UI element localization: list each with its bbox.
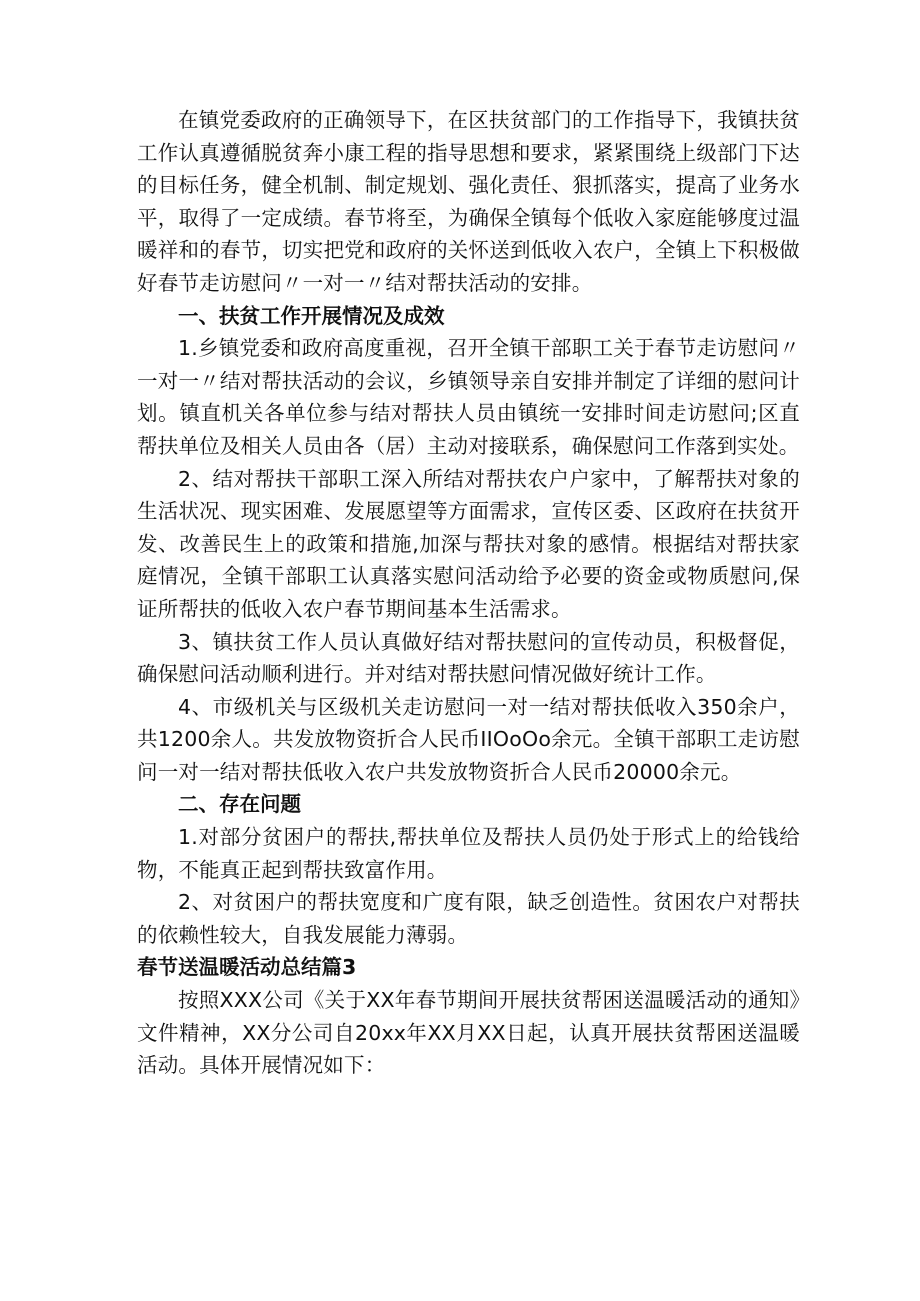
paragraph-problem-1: 1.对部分贫困户的帮扶,帮扶单位及帮扶人员仍处于形式上的给钱给物，不能真正起到帮扶致富作用。 bbox=[137, 825, 800, 882]
paragraph-intro: 在镇党委政府的正确领导下，在区扶贫部门的工作指导下，我镇扶贫工作认真遵循脱贫奔小康工程的指导思想和要求，紧紧围绕上级部门下达的目标任务，健全机制、制定规划、强化责任、狠抓落实，提高了业务水平，取得了一定成绩。春节将至，为确保全镇每个低收入家庭能够度过温暖祥和的春节，切实把党和政府的关怀送到低收入农户，全镇上下积极做好春节走访慰问〃一对一〃结对帮扶活动的安排。 bbox=[137, 108, 800, 295]
paragraph-item-4: 4、市级机关与区级机关走访慰问一对一结对帮扶低收入350余户，共1200余人。共发放物资折合人民币IIOoOo余元。全镇干部职工走访慰问一对一结对帮扶低收入农户共发放物资折合人民币20000余元。 bbox=[137, 694, 800, 784]
paragraph-closing: 按照XXX公司《关于XX年春节期间开展扶贫帮困送温暖活动的通知》文件精神，XX分公司自20xx年XX月XX日起，认真开展扶贫帮困送温暖活动。具体开展情况如下： bbox=[137, 988, 800, 1078]
heading-section-1: 一、扶贫工作开展情况及成效 bbox=[178, 303, 445, 328]
section-title: 春节送温暖活动总结篇3 bbox=[137, 955, 357, 980]
paragraph-item-3: 3、镇扶贫工作人员认真做好结对帮扶慰问的宣传动员，积极督促，确保慰问活动顺利进行。并对结对帮扶慰问情况做好统计工作。 bbox=[137, 629, 800, 687]
paragraph-item-2: 2、结对帮扶干部职工深入所结对帮扶农户户家中，了解帮扶对象的生活状况、现实困难、发展愿望等方面需求，宣传区委、区政府在扶贫开发、改善民生上的政策和措施,加深与帮扶对象的感情。根据结对帮扶家庭情况，全镇干部职工认真落实慰问活动给予必要的资金或物质慰问,保证所帮扶的低收入农户春节期间基本生活需求。 bbox=[137, 466, 800, 621]
paragraph-item-1: 1.乡镇党委和政府高度重视，召开全镇干部职工关于春节走访慰问〃一对一〃结对帮扶活动的会议，乡镇领导亲自安排并制定了详细的慰问计划。镇直机关各单位参与结对帮扶人员由镇统一安排时间走访慰问;区直帮扶单位及相关人员由各（居）主动对接联系，确保慰问工作落到实处。 bbox=[137, 336, 800, 458]
document-page bbox=[137, 104, 800, 1082]
heading-section-2: 二、存在问题 bbox=[178, 792, 301, 817]
paragraph-problem-2: 2、对贫困户的帮扶宽度和广度有限，缺乏创造性。贫困农户对帮扶的依赖性较大，自我发展能力薄弱。 bbox=[137, 890, 800, 947]
